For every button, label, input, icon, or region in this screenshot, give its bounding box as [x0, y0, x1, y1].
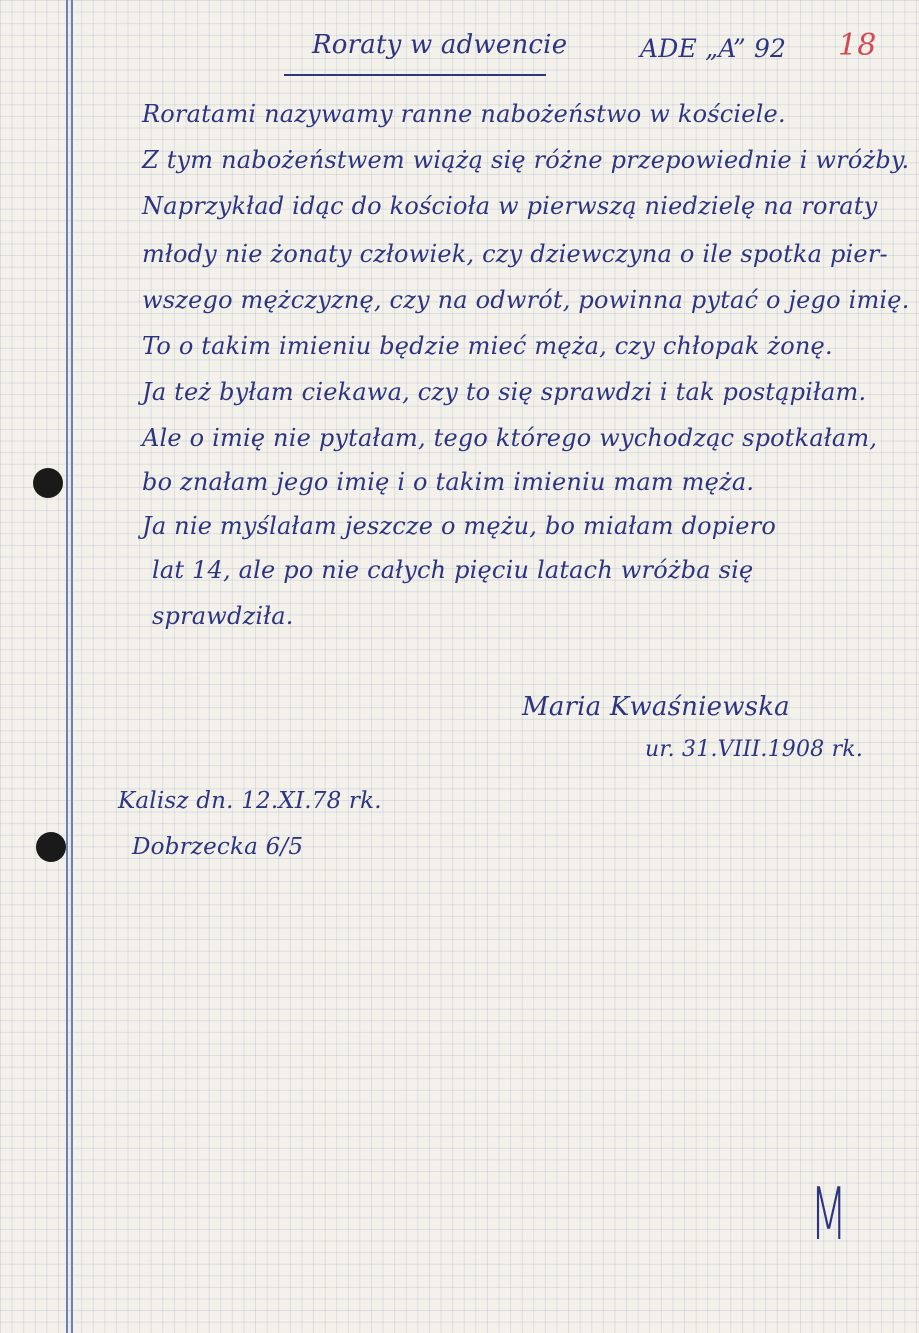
- body-line: Ja też byłam ciekawa, czy to się sprawdzi i tak postąpiłam.: [142, 378, 867, 406]
- body-line: bo znałam jego imię i o takim imieniu mam męża.: [142, 468, 755, 496]
- punch-hole: [33, 468, 63, 498]
- body-line: wszego mężczyznę, czy na odwrót, powinna pytać o jego imię.: [142, 286, 910, 314]
- archive-code: ADE „A” 92: [640, 34, 787, 63]
- corner-initial: M: [810, 1172, 848, 1256]
- signature-name: Maria Kwaśniewska: [522, 692, 790, 722]
- body-line: Ja nie myślałam jeszcze o mężu, bo miałam dopiero: [142, 512, 776, 540]
- body-line: Roratami nazywamy ranne nabożeństwo w kościele.: [142, 100, 786, 128]
- address: Dobrzecka 6/5: [132, 834, 304, 860]
- margin-line: [66, 0, 68, 1333]
- page-number: 18: [838, 28, 877, 63]
- birth-date: ur. 31.VIII.1908 rk.: [645, 737, 864, 762]
- body-line: sprawdziła.: [152, 602, 294, 630]
- punch-hole: [36, 832, 66, 862]
- body-line: lat 14, ale po nie całych pięciu latach wróżba się: [152, 556, 754, 584]
- margin-line: [71, 0, 73, 1333]
- body-line: Ale o imię nie pytałam, tego którego wychodząc spotkałam,: [142, 424, 878, 452]
- body-line: To o takim imieniu będzie mieć męża, czy chłopak żonę.: [142, 332, 833, 360]
- body-line: młody nie żonaty człowiek, czy dziewczyna o ile spotka pier-: [142, 240, 888, 268]
- body-line: Naprzykład idąc do kościoła w pierwszą niedzielę na roraty: [142, 192, 878, 220]
- document-title: Roraty w adwencie: [312, 30, 568, 60]
- title-underline: [284, 74, 546, 76]
- body-line: Z tym nabożeństwem wiążą się różne przepowiednie i wróżby.: [142, 146, 910, 174]
- place-date: Kalisz dn. 12.XI.78 rk.: [118, 788, 382, 814]
